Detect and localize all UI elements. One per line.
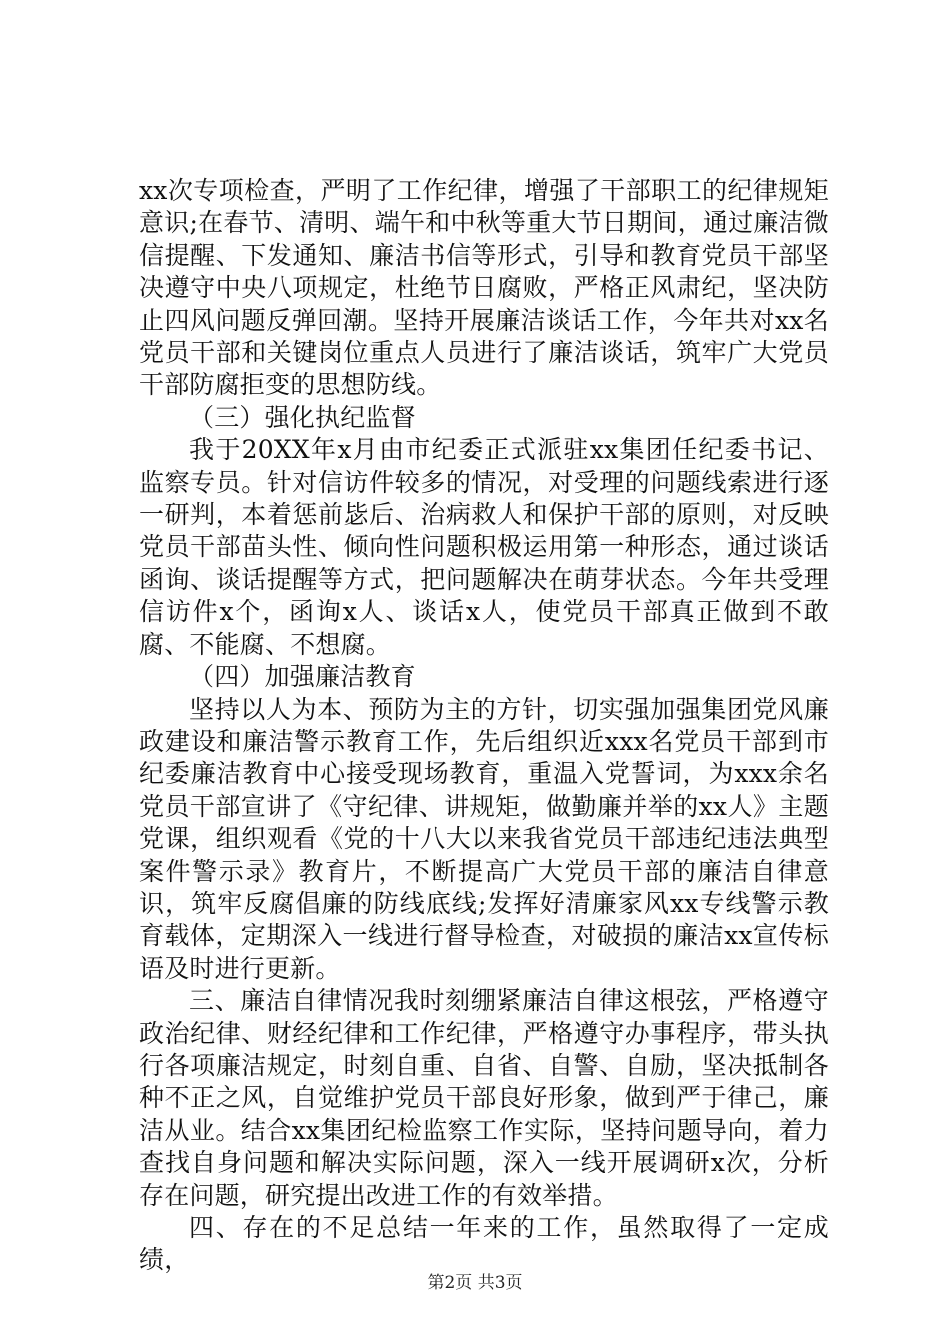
section-heading: （三）强化执纪监督 <box>189 402 416 432</box>
body-paragraph: 坚持以人为本、预防为主的方针，切实强加强集团党风廉政建设和廉洁警示教育工作，先后组织近xxx名党员干部到市纪委廉洁教育中心接受现场教育，重温入党誓词，为xxx余名党员干部宣讲了《守纪律、讲规矩，做勤廉并举的xx人》主题党课，组织观看《党的十八大以来我省党员干部违纪违法典型案件警示录》教育片，不断提高广大党员干部的廉洁自律意识，筑牢反腐倡廉的防线底线;发挥好清廉家风xx专线警示教育载体，定期深入一线进行督导检查，对破损的廉洁xx宣传标语及时进行更新。 <box>139 694 829 983</box>
body-paragraph: 我于20XX年x月由市纪委正式派驻xx集团任纪委书记、监察专员。针对信访件较多的情况，对受理的问题线索进行逐一研判，本着惩前毖后、治病救人和保护干部的原则，对反映党员干部苗头性、倾向性问题积极运用第一种形态，通过谈话函询、谈话提醒等方式，把问题解决在萌芽状态。今年共受理信访件x个，函询x人、谈话x人，使党员干部真正做到不敢腐、不能腐、不想腐。 <box>139 435 829 659</box>
body-paragraph: 三、廉洁自律情况我时刻绷紧廉洁自律这根弦，严格遵守政治纪律、财经纪律和工作纪律，严格遵守办事程序，带头执行各项廉洁规定，时刻自重、自省、自警、自励，坚决抵制各种不正之风，自觉维护党员干部良好形象，做到严于律己，廉洁从业。结合xx集团纪检监察工作实际，坚持问题导向，着力查找自身问题和解决实际问题，深入一线开展调研x次，分析存在问题，研究提出改进工作的有效举措。 <box>139 986 829 1210</box>
document-body <box>139 175 829 1277</box>
page-footer: 第2页 共3页 <box>427 1273 523 1293</box>
section-heading: （四）加强廉洁教育 <box>189 662 416 692</box>
body-paragraph: 四、存在的不足总结一年来的工作，虽然取得了一定成绩， <box>139 1213 829 1275</box>
body-paragraph: xx次专项检查，严明了工作纪律，增强了干部职工的纪律规矩意识;在春节、清明、端午和中秋等重大节日期间，通过廉洁微信提醒、下发通知、廉洁书信等形式，引导和教育党员干部坚决遵守中央八项规定，杜绝节日腐败，严格正风肃纪，坚决防止四风问题反弹回潮。坚持开展廉洁谈话工作，今年共对xx名党员干部和关键岗位重点人员进行了廉洁谈话，筑牢广大党员干部防腐拒变的思想防线。 <box>139 176 829 400</box>
